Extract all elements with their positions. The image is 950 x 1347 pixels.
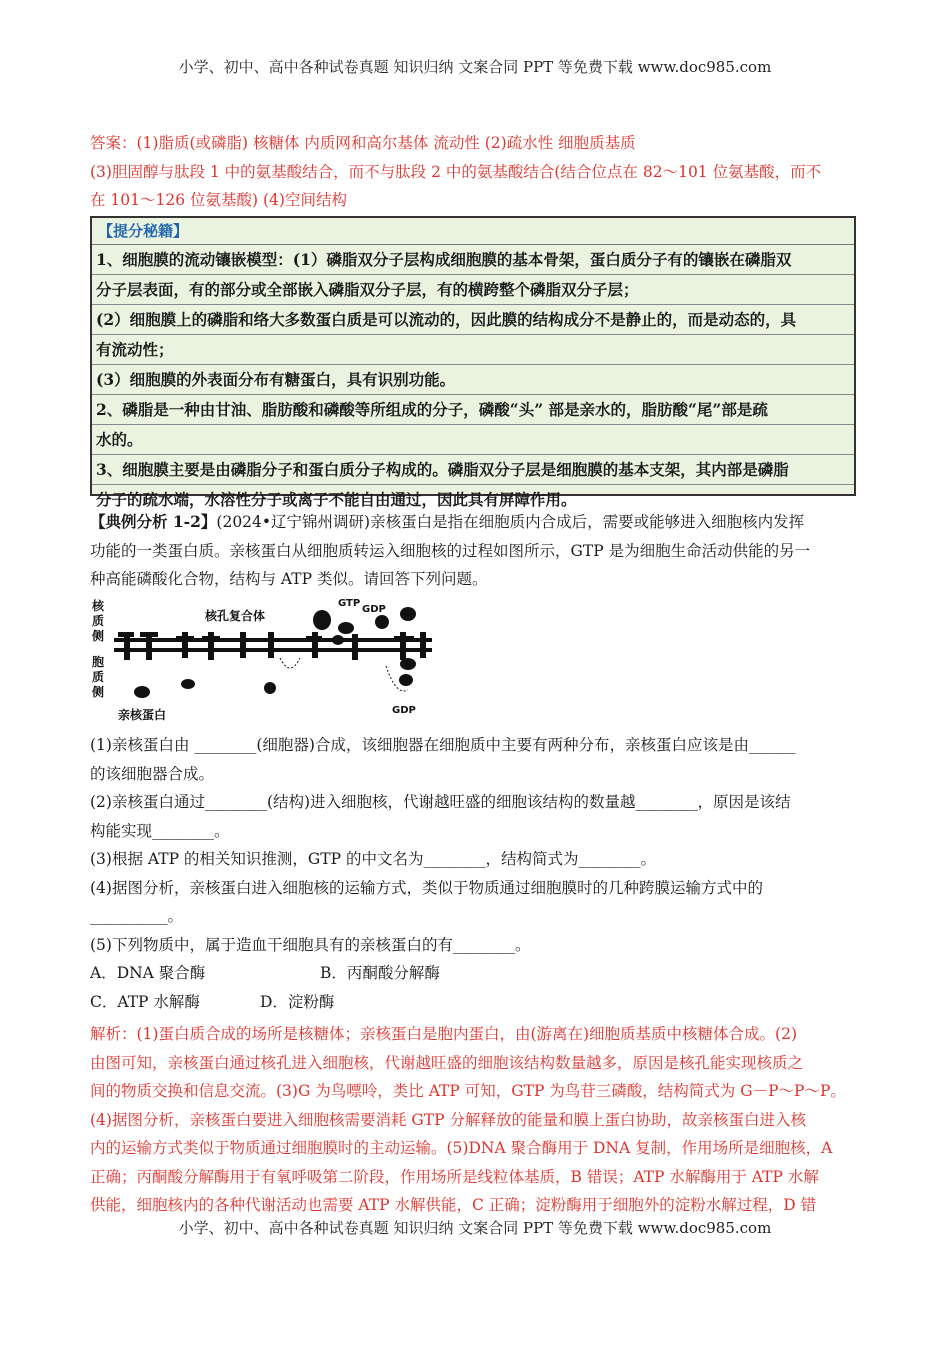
page-header: 小学、初中、高中各种试卷真题 知识归纳 文案合同 PPT 等免费下载 www.doc985.com (178, 58, 772, 76)
question-line: (4)据图分析，亲核蛋白进入细胞核的运输方式，类似于物质通过细胞膜时的几种跨膜运输方式中的 (90, 878, 763, 897)
tips-line: 2、磷脂是一种由甘油、脂肪酸和磷酸等所组成的分子，磷酸“头” 部是亲水的，脂肪酸“尾”部是疏 (92, 395, 854, 425)
answer-section (90, 129, 860, 215)
protein-blobs (134, 607, 416, 698)
tips-line: 有流动性； (92, 335, 854, 365)
example-section (90, 508, 860, 594)
cyto-side-char: 侧 (92, 685, 105, 699)
nuclear-pore-diagram (90, 596, 450, 724)
analysis-line: (4)据图分析，亲核蛋白要进入细胞核需要消耗 GTP 分解释放的能量和膜上蛋白协助，故亲核蛋白进入核 (90, 1110, 806, 1129)
example-text: (2024•辽宁锦州调研)亲核蛋白是指在细胞质内合成后，需要或能够进入细胞核内发挥 (216, 513, 805, 531)
analysis-line: 供能，细胞核内的各种代谢活动也需要 ATP 水解供能，C 正确；淀粉酶用于细胞外的淀粉水解过程，D 错 (90, 1196, 817, 1214)
example-line: 功能的一类蛋白质。亲核蛋白从细胞质转运入细胞核的过程如图所示，GTP 是为细胞生命活动供能的另一 (90, 541, 811, 560)
tips-title: 【提分秘籍】 (92, 218, 854, 245)
nuclear-side-char: 核 (92, 599, 105, 613)
questions-section (90, 731, 860, 1016)
protein-label: 亲核蛋白 (118, 708, 167, 722)
option-a: A．DNA 聚合酶 (90, 964, 206, 982)
cyto-side-char: 胞 (92, 655, 105, 669)
tips-line: 分子的疏水端，水溶性分子或离子不能自由通过，因此具有屏障作用。 (96, 490, 577, 509)
question-line: (2)亲核蛋白通过________(结构)进入细胞核，代谢越旺盛的细胞该结构的数量越________，原因是该结 (90, 793, 791, 811)
tips-line: (3）细胞膜的外表面分布有糖蛋白，具有识别功能。 (92, 365, 854, 395)
analysis-line: 正确；丙酮酸分解酶用于有氧呼吸第二阶段，作用场所是线粒体基质，B 错误；ATP 水解酶用于 ATP 水解 (90, 1167, 819, 1186)
answer-line: (3)胆固醇与肽段 1 中的氨基酸结合，而不与肽段 2 中的氨基酸结合(结合位点在 82～101 位氨基酸，而不 (90, 162, 822, 181)
answer-line: 答案：(1)脂质(或磷脂) 核糖体 内质网和高尔基体 流动性 (2)疏水性 细胞质基质 (90, 134, 636, 152)
option-d: D．淀粉酶 (260, 992, 335, 1011)
example-label: 【典例分析 1-2】 (90, 512, 217, 531)
options-row (90, 959, 860, 988)
tips-line: 1、细胞膜的流动镶嵌模型：(1）磷脂双分子层构成细胞膜的基本骨架，蛋白质分子有的镶嵌在磷脂双 (92, 245, 854, 275)
option-c: C．ATP 水解酶 (90, 992, 200, 1011)
tips-line: (2）细胞膜上的磷脂和络大多数蛋白质是可以流动的，因此膜的结构成分不是静止的，而是动态的，具 (92, 305, 854, 335)
question-line: 构能实现________。 (90, 821, 230, 840)
transport-path (280, 658, 408, 691)
gtp-label: GTP (338, 598, 361, 609)
answer-line: 在 101～126 位氨基酸) (4)空间结构 (90, 191, 347, 209)
page-footer: 小学、初中、高中各种试卷真题 知识归纳 文案合同 PPT 等免费下载 www.doc985.com (178, 1219, 772, 1237)
example-intro-line (90, 508, 860, 537)
analysis-line: 间的物质交换和信息交流。(3)G 为鸟嘌呤，类比 ATP 可知，GTP 为鸟苷三磷酸，结构简式为 G－P～P～P。 (90, 1082, 846, 1100)
option-b: B．丙酮酸分解酶 (320, 964, 440, 982)
question-line: (3)根据 ATP 的相关知识推测，GTP 的中文名为________，结构简式为________。 (90, 850, 657, 868)
question-line: (5)下列物质中，属于造血干细胞具有的亲核蛋白的有________。 (90, 935, 531, 954)
options-row (90, 988, 860, 1017)
tips-box (90, 216, 856, 509)
example-line: 种高能磷酸化合物，结构与 ATP 类似。请回答下列问题。 (90, 570, 488, 588)
tips-line: 3、细胞膜主要是由磷脂分子和蛋白质分子构成的。磷脂双分子层是细胞膜的基本支架，其内部是磷脂 (92, 455, 854, 485)
tips-line: 分子层表面，有的部分或全部嵌入磷脂双分子层，有的横跨整个磷脂双分子层； (92, 275, 854, 305)
analysis-line: 由图可知，亲核蛋白通过核孔进入细胞核，代谢越旺盛的细胞该结构数量越多，原因是核孔能实现核质之 (90, 1053, 804, 1072)
gdp-bottom-label: GDP (392, 705, 416, 716)
question-line: 的该细胞器合成。 (90, 764, 215, 783)
cyto-side-char: 质 (92, 670, 105, 684)
analysis-section (90, 1020, 860, 1220)
tips-line: 水的。 (92, 425, 854, 455)
question-line: (1)亲核蛋白由 ________(细胞器)合成，该细胞器在细胞质中主要有两种分布，亲核蛋白应该是由______ (90, 736, 796, 754)
question-line: __________。 (90, 907, 184, 925)
npc-label: 核孔复合体 (205, 609, 266, 623)
analysis-line: 内的运输方式类似于物质通过细胞膜时的主动运输。(5)DNA 聚合酶用于 DNA 复制，作用场所是细胞核，A (90, 1139, 833, 1157)
pore-complexes (118, 632, 426, 660)
gdp-top-label: GDP (362, 604, 386, 615)
nuclear-side-char: 质 (92, 614, 105, 628)
nuclear-transport-figure (90, 596, 450, 724)
nuclear-side-char: 侧 (92, 629, 105, 643)
analysis-line: 解析：(1)蛋白质合成的场所是核糖体；亲核蛋白是胞内蛋白，由(游离在)细胞质基质中核糖体合成。(2) (90, 1025, 798, 1043)
